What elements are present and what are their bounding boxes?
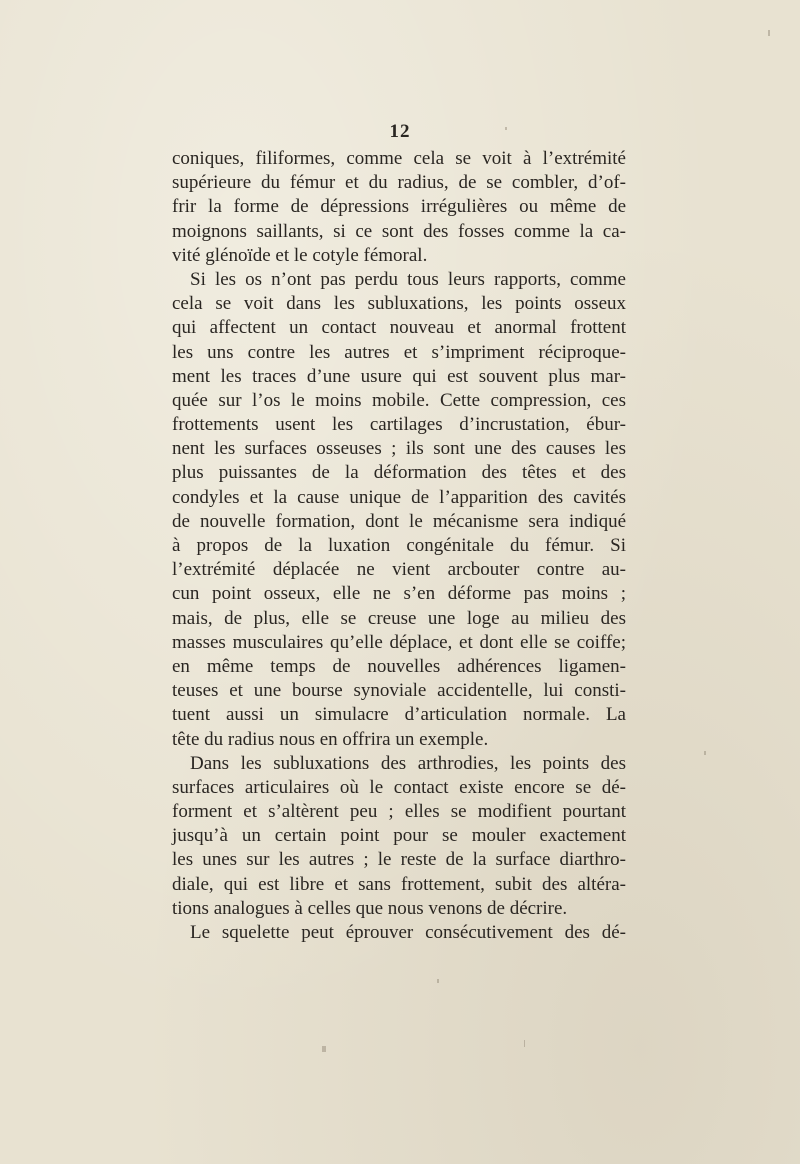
- text-line: nent les surfaces osseuses ; ils sont une des causes les: [172, 438, 626, 460]
- body-text: [172, 147, 626, 945]
- paper-speck: [322, 1046, 326, 1052]
- text-line: jusqu’à un certain point pour se mouler exactement: [172, 825, 626, 847]
- paragraph-start-line: Dans les subluxations des arthrodies, les points des: [190, 752, 626, 774]
- text-line: cun point osseux, elle ne s’en déforme pas moins ;: [172, 583, 626, 605]
- text-line: cela se voit dans les subluxations, les points osseux: [172, 293, 626, 315]
- text-line: quée sur l’os le moins mobile. Cette compression, ces: [172, 389, 626, 411]
- text-line: tuent aussi un simulacre d’articulation normale. La: [172, 704, 626, 726]
- paper-speck: [704, 751, 706, 755]
- paper-speck: [524, 1040, 525, 1047]
- text-line: forment et s’altèrent peu ; elles se modifient pourtant: [172, 801, 626, 823]
- text-line: teuses et une bourse synoviale accidentelle, lui consti-: [172, 680, 626, 702]
- paper-speck: [437, 979, 439, 983]
- text-line: supérieure du fémur et du radius, de se combler, d’of-: [172, 172, 626, 194]
- text-line: diale, qui est libre et sans frottement, subit des altéra-: [172, 873, 626, 895]
- text-line: frir la forme de dépressions irrégulières ou même de: [172, 196, 626, 218]
- text-line: l’extrémité déplacée ne vient arcbouter contre au-: [172, 559, 626, 581]
- text-line: en même temps de nouvelles adhérences ligamen-: [172, 655, 626, 677]
- text-line: ment les traces d’une usure qui est souvent plus mar-: [172, 365, 626, 387]
- text-line: les uns contre les autres et s’impriment réciproque-: [172, 341, 626, 363]
- text-line: mais, de plus, elle se creuse une loge au milieu des: [172, 607, 626, 629]
- paper-speck: [505, 127, 507, 130]
- paragraph-start-line: Le squelette peut éprouver consécutivement des dé-: [190, 922, 626, 943]
- text-line: surfaces articulaires où le contact existe encore se dé-: [172, 776, 626, 798]
- text-line: tions analogues à celles que nous venons de décrire.: [172, 897, 568, 919]
- text-line: frottements usent les cartilages d’incrustation, ébur-: [172, 414, 626, 436]
- text-line: vité glénoïde et le cotyle fémoral.: [172, 244, 428, 266]
- text-line: à propos de la luxation congénitale du fémur. Si: [172, 535, 626, 556]
- text-line: qui affectent un contact nouveau et anormal frottent: [172, 317, 626, 339]
- text-line: plus puissantes de la déformation des têtes et des: [172, 462, 626, 484]
- page-number: 12: [389, 121, 411, 142]
- paragraph-start-line: Si les os n’ont pas perdu tous leurs rapports, comme: [190, 268, 626, 290]
- text-line: les unes sur les autres ; le reste de la surface diarthro-: [172, 849, 626, 871]
- text-line: masses musculaires qu’elle déplace, et dont elle se coiffe;: [172, 631, 626, 653]
- text-line: tête du radius nous en offrira un exemple.: [172, 728, 489, 750]
- text-line: condyles et la cause unique de l’apparition des cavités: [172, 486, 626, 508]
- text-line: coniques, filiformes, comme cela se voit à l’extrémité: [172, 148, 626, 169]
- text-line: moignons saillants, si ce sont des fosses comme la ca-: [172, 220, 626, 242]
- text-line: de nouvelle formation, dont le mécanisme sera indiqué: [172, 510, 626, 532]
- paper-speck: [768, 30, 770, 36]
